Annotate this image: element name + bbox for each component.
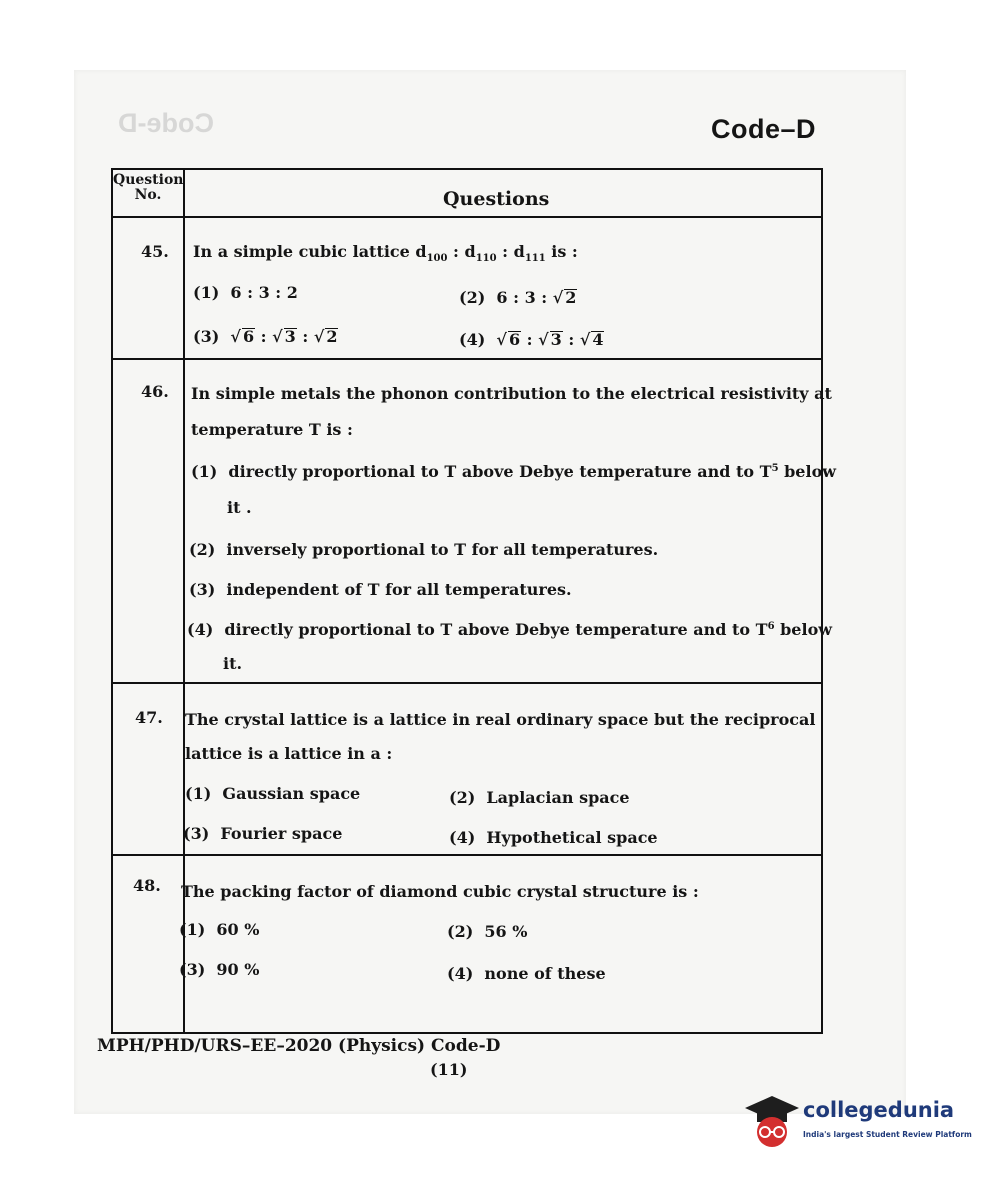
- question-stem-line-1: In simple metals the phonon contribution to the electrical resistivity at: [191, 384, 832, 403]
- question-number: 45.: [141, 242, 169, 261]
- option-2: (2) inversely proportional to T for all temperatures.: [189, 540, 659, 559]
- column-header-questions: Questions: [443, 188, 550, 210]
- column-divider: [183, 170, 185, 1032]
- column-header-question-no: Question No.: [113, 172, 184, 203]
- page-code: Code–D: [710, 114, 816, 144]
- question-number: 47.: [135, 708, 163, 727]
- question-number: 46.: [141, 382, 169, 401]
- question-stem: The packing factor of diamond cubic crystal structure is :: [181, 882, 699, 901]
- option-3: (3) Fourier space: [183, 824, 343, 843]
- option-1: (1) 6 : 3 : 2: [193, 283, 298, 302]
- question-stem-line-2: temperature T is :: [191, 420, 353, 439]
- option-1: (1) 60 %: [179, 920, 260, 939]
- logo-wordmark: collegedunia: [803, 1098, 955, 1122]
- option-1: (1) directly proportional to T above Debye temperature and to $T^5$ below: [191, 462, 837, 481]
- page-number: (11): [430, 1060, 468, 1079]
- option-4: (4) none of these: [447, 964, 606, 983]
- option-4-continued: it.: [223, 654, 243, 673]
- option-2: (2) 6 : 3 : √ 2: [459, 288, 577, 307]
- bleed-through-code: Code-D: [118, 108, 214, 138]
- row-divider-47: [113, 854, 821, 856]
- option-1-continued: it .: [227, 498, 252, 517]
- question-stem: In a simple cubic lattice $d_{100}$ : $d_{110}$ : $d_{111}$ is :: [193, 242, 578, 264]
- question-stem-line-2: lattice is a lattice in a :: [185, 744, 393, 763]
- exam-footer: MPH/PHD/URS–EE–2020 (Physics) Code-D: [97, 1036, 501, 1056]
- graduation-cap-icon: [745, 1094, 799, 1152]
- logo-tagline: India's largest Student Review Platform: [803, 1130, 972, 1139]
- option-3: (3) √ 6 : √ 3 : √ 2: [193, 327, 338, 346]
- option-3: (3) independent of T for all temperatures.: [189, 580, 572, 599]
- option-2: (2) Laplacian space: [449, 788, 630, 807]
- option-4: (4) directly proportional to T above Debye temperature and to $T^6$ below: [187, 620, 833, 639]
- option-4: (4) √ 6 : √ 3 : √ 4: [459, 330, 604, 349]
- option-4: (4) Hypothetical space: [449, 828, 658, 847]
- header-divider: [113, 216, 821, 218]
- questions-table: [111, 168, 837, 1034]
- row-divider-46: [113, 682, 821, 684]
- row-divider-45: [113, 358, 821, 360]
- question-number: 48.: [133, 876, 161, 895]
- sqrt-symbol: √: [552, 288, 564, 307]
- option-3: (3) 90 %: [179, 960, 260, 979]
- option-2: (2) 56 %: [447, 922, 528, 941]
- option-1: (1) Gaussian space: [185, 784, 361, 803]
- question-stem-line-1: The crystal lattice is a lattice in real ordinary space but the reciprocal: [185, 710, 816, 729]
- collegedunia-logo[interactable]: [745, 1094, 975, 1154]
